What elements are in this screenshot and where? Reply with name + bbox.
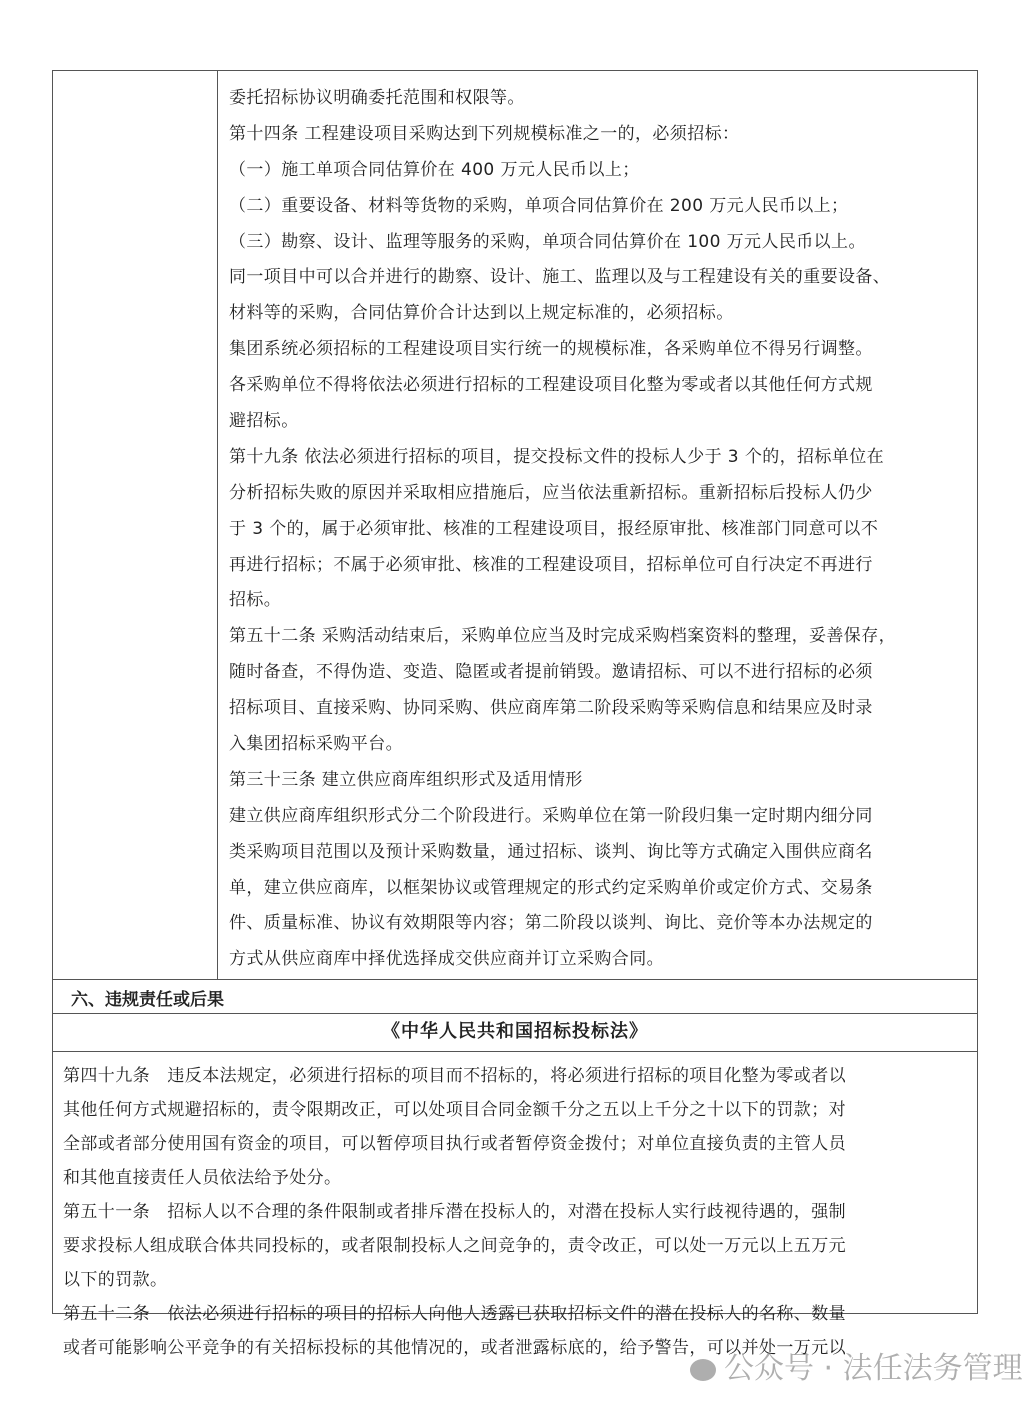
text-line: 第十四条 工程建设项目采购达到下列规模标准之一的，必须招标： [229, 123, 740, 144]
text-line: 类采购项目范围以及预计采购数量，通过招标、谈判、询比等方式确定入围供应商名 [229, 841, 873, 862]
text-line: 件、质量标准、协议有效期限等内容；第二阶段以谈判、询比、竞价等本办法规定的 [229, 913, 873, 934]
text-line: 第四十九条 违反本法规定，必须进行招标的项目而不招标的，将必须进行招标的项目化整为零或者以 [63, 1066, 846, 1086]
watermark [690, 1343, 1023, 1387]
text-line: （二）重要设备、材料等货物的采购，单项合同估算价在 200 万元人民币以上； [229, 195, 849, 216]
text-line: 第五十二条 采购活动结束后，采购单位应当及时完成采购档案资料的整理，妥善保存， [229, 626, 897, 647]
text-line: 入集团招标采购平台。 [229, 734, 403, 755]
text-line: 集团系统必须招标的工程建设项目实行统一的规模标准，各采购单位不得另行调整。 [229, 339, 873, 360]
text-line: 其他任何方式规避招标的，责令限期改正，可以处项目合同金额千分之五以上千分之十以下的罚款；对 [63, 1100, 846, 1120]
text-line: 分析招标失败的原因并采取相应措施后，应当依法重新招标。重新招标后投标人仍少 [229, 482, 873, 503]
text-line: 第五十一条 招标人以不合理的条件限制或者排斥潜在投标人的，对潜在投标人实行歧视待遇的，强制 [63, 1202, 846, 1222]
text-line: 各采购单位不得将依法必须进行招标的工程建设项目化整为零或者以其他任何方式规 [229, 375, 873, 396]
text-line: 全部或者部分使用国有资金的项目，可以暂停项目执行或者暂停资金拨付；对单位直接负责的主管人员 [63, 1134, 846, 1154]
text-line: 单，建立供应商库，以框架协议或管理规定的形式约定采购单价或定价方式、交易条 [229, 877, 873, 898]
law-title: 《中华人民共和国招标投标法》 [53, 1014, 977, 1052]
text-line: 招标项目、直接采购、协同采购、供应商库第二阶段采购等采购信息和结果应及时录 [229, 698, 873, 719]
section-heading: 六、违规责任或后果 [71, 990, 224, 1010]
text-line: 和其他直接责任人员依法给予处分。 [63, 1168, 342, 1188]
wechat-icon [690, 1359, 716, 1381]
text-line: （一）施工单项合同估算价在 400 万元人民币以上； [229, 159, 640, 180]
document-table [52, 70, 978, 1358]
section-heading-row [53, 979, 977, 1014]
left-column-cell [53, 71, 218, 979]
text-line: 方式从供应商库中择优选择成交供应商并订立采购合同。 [229, 949, 664, 970]
text-line: 第十九条 依法必须进行招标的项目，提交投标文件的投标人少于 3 个的，招标单位在 [229, 446, 885, 467]
text-line: 避招标。 [229, 411, 299, 432]
text-line: 第五十二条 依法必须进行招标的项目的招标人向他人透露已获取招标文件的潜在投标人的名称、数量 [63, 1304, 846, 1324]
text-line: 以下的罚款。 [63, 1270, 168, 1290]
watermark-text: 公众号 · 法任法务管理 [724, 1351, 1023, 1386]
text-line: （三）勘察、设计、监理等服务的采购，单项合同估算价在 100 万元人民币以上。 [229, 231, 866, 252]
text-line: 再进行招标；不属于必须审批、核准的工程建设项目，招标单位可自行决定不再进行 [229, 554, 873, 575]
text-line: 同一项目中可以合并进行的勘察、设计、施工、监理以及与工程建设有关的重要设备、 [229, 267, 891, 288]
text-line: 或者可能影响公平竞争的有关招标投标的其他情况的，或者泄露标底的，给予警告，可以并处一万元以 [63, 1338, 846, 1358]
text-line: 材料等的采购，合同估算价合计达到以上规定标准的，必须招标。 [229, 303, 734, 324]
text-line: 随时备查，不得伪造、变造、隐匿或者提前销毁。邀请招标、可以不进行招标的必须 [229, 662, 873, 683]
text-line: 建立供应商库组织形式分二个阶段进行。采购单位在第一阶段归集一定时期内细分同 [229, 805, 873, 826]
text-line: 第三十三条 建立供应商库组织形式及适用情形 [229, 769, 583, 790]
text-line: 委托招标协议明确委托范围和权限等。 [229, 88, 525, 108]
text-line: 招标。 [229, 590, 282, 611]
text-line: 于 3 个的，属于必须审批、核准的工程建设项目，报经原审批、核准部门同意可以不 [229, 518, 879, 539]
text-line: 要求投标人组成联合体共同投标的，或者限制投标人之间竞争的，责令改正，可以处一万元以上五万元 [63, 1236, 846, 1256]
upper-content-cell [229, 81, 969, 978]
lower-content-cell [63, 1059, 968, 1365]
